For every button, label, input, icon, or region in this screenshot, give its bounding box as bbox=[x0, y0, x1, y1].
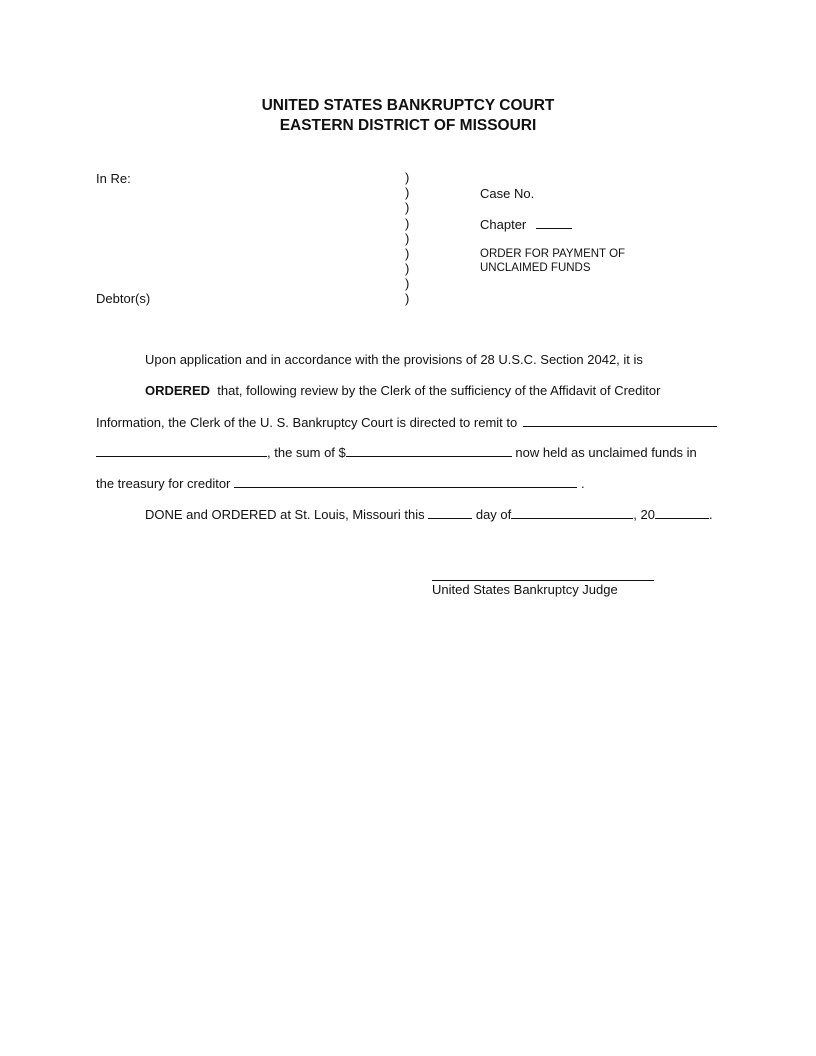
creditor-text: the treasury for creditor bbox=[96, 476, 231, 491]
done-period: . bbox=[708, 507, 713, 522]
body-line-4 bbox=[96, 444, 697, 460]
in-re-label: In Re: bbox=[96, 171, 131, 186]
caption-paren: ) bbox=[405, 246, 410, 261]
caption-paren: ) bbox=[405, 185, 410, 200]
caption-paren: ) bbox=[405, 231, 410, 246]
year-prefix-text: , 20 bbox=[633, 507, 655, 522]
unclaimed-text: now held as unclaimed funds in bbox=[515, 445, 697, 460]
payee-blank[interactable] bbox=[523, 414, 717, 427]
creditor-blank[interactable] bbox=[234, 475, 577, 488]
caption-paren: ) bbox=[405, 200, 410, 215]
amount-blank[interactable] bbox=[346, 444, 512, 457]
body-paragraph-2 bbox=[145, 383, 660, 398]
caption-paren: ) bbox=[405, 170, 410, 185]
order-title-line2: UNCLAIMED FUNDS bbox=[480, 262, 591, 274]
chapter-field bbox=[480, 216, 572, 232]
remit-text: Information, the Clerk of the U. S. Bankruptcy Court is directed to remit to bbox=[96, 415, 518, 430]
year-blank[interactable] bbox=[655, 506, 709, 519]
done-ordered-line bbox=[145, 506, 713, 522]
case-number-label: Case No. bbox=[480, 186, 535, 201]
debtor-label: Debtor(s) bbox=[96, 291, 151, 306]
done-ordered-text: DONE and ORDERED at St. Louis, Missouri this bbox=[145, 507, 425, 522]
ordered-text: that, following review by the Clerk of the sufficiency of the Affidavit of Creditor bbox=[217, 383, 661, 398]
judge-title: United States Bankruptcy Judge bbox=[432, 582, 618, 597]
order-title-line1: ORDER FOR PAYMENT OF bbox=[480, 248, 626, 260]
caption-paren: ) bbox=[405, 216, 410, 231]
court-district: EASTERN DISTRICT OF MISSOURI bbox=[279, 117, 537, 134]
day-of-text: day of bbox=[475, 507, 512, 522]
chapter-blank[interactable] bbox=[536, 216, 572, 229]
caption-paren: ) bbox=[405, 291, 410, 306]
sum-text: , the sum of $ bbox=[267, 445, 346, 460]
day-blank[interactable] bbox=[428, 506, 472, 519]
body-line-5 bbox=[96, 475, 585, 491]
chapter-label: Chapter bbox=[480, 217, 527, 232]
court-name: UNITED STATES BANKRUPTCY COURT bbox=[261, 97, 555, 114]
creditor-period: . bbox=[581, 476, 585, 491]
ordered-bold: ORDERED bbox=[145, 383, 211, 398]
month-blank[interactable] bbox=[511, 506, 633, 519]
body-paragraph-1: Upon application and in accordance with the provisions of 28 U.S.C. Section 2042, it is bbox=[145, 352, 643, 367]
caption-paren: ) bbox=[405, 276, 410, 291]
signature-line[interactable] bbox=[432, 580, 654, 581]
caption-paren: ) bbox=[405, 261, 410, 276]
body-line-3 bbox=[96, 414, 717, 430]
payee-blank-continued[interactable] bbox=[96, 444, 267, 457]
